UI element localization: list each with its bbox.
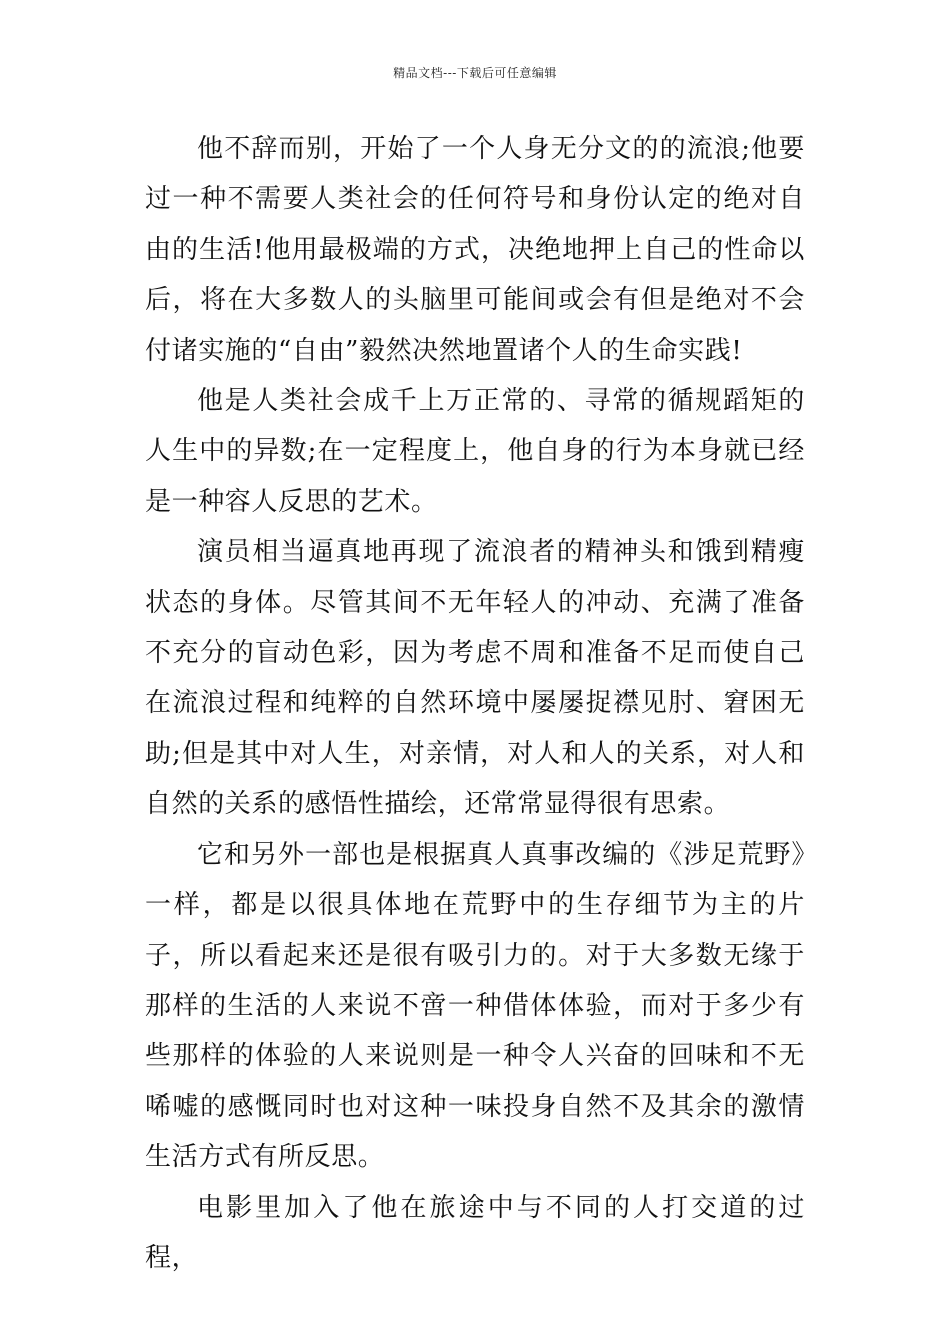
paragraph-2: 他是人类社会成千上万正常的、寻常的循规蹈矩的人生中的异数;在一定程度上，他自身的行为本身就已经是一种容人反思的艺术。 (145, 386, 805, 517)
page-header: 精品文档---下载后可任意编辑 (393, 66, 557, 80)
paragraph-3: 演员相当逼真地再现了流浪者的精神头和饿到精瘦状态的身体。尽管其间不无年轻人的冲动、充满了准备不充分的盲动色彩，因为考虑不周和准备不足而使自己在流浪过程和纯粹的自然环境中屡屡捉襟见肘、窘困无助;但是其中对人生，对亲情，对人和人的关系，对人和自然的关系的感悟性描绘，还常常显得很有思索。 (145, 537, 805, 820)
paragraph-4: 它和另外一部也是根据真人真事改编的《涉足荒野》一样，都是以很具体地在荒野中的生存细节为主的片子，所以看起来还是很有吸引力的。对于大多数无缘于那样的生活的人来说不啻一种借体体验，而对于多少有些那样的体验的人来说则是一种令人兴奋的回味和不无唏嘘的感慨同时也对这种一味投身自然不及其余的激情生活方式有所反思。 (145, 839, 805, 1173)
document-body (145, 124, 805, 1283)
paragraph-1: 他不辞而别，开始了一个人身无分文的的流浪;他要过一种不需要人类社会的任何符号和身份认定的绝对自由的生活!他用最极端的方式，决绝地押上自己的性命以后，将在大多数人的头脑里可能间或会有但是绝对不会付诸实施的“自由”毅然决然地置诸个人的生命实践! (145, 134, 805, 366)
paragraph-5: 电影里加入了他在旅途中与不同的人打交道的过程， (145, 1192, 805, 1273)
